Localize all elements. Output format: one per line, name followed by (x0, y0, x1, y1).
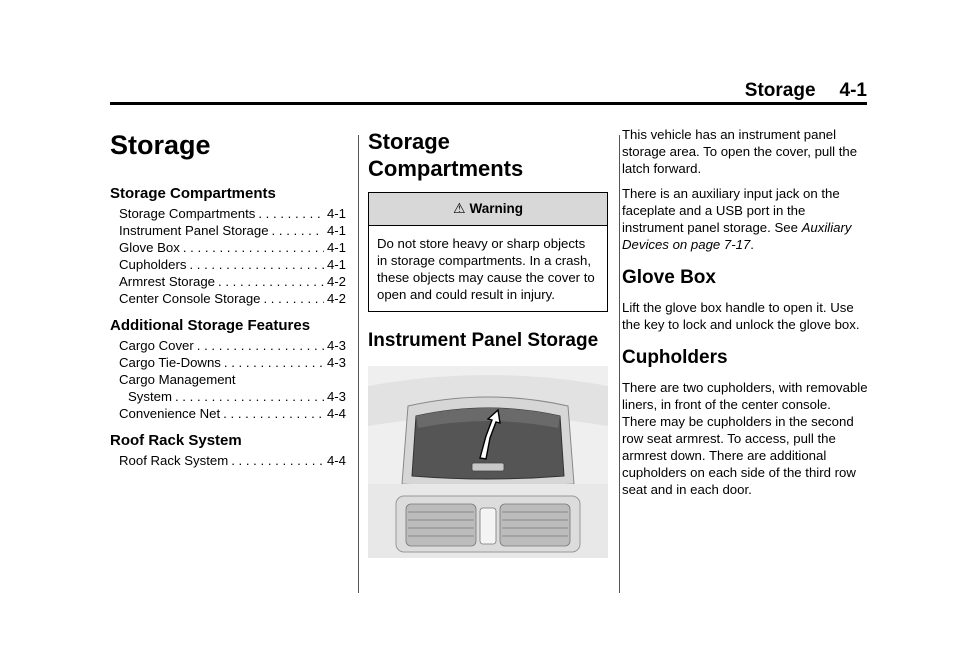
toc-entry[interactable]: Center Console Storage . . . 4-2 (119, 290, 346, 307)
toc-entry[interactable]: Cargo Cover . . . 4-3 (119, 337, 346, 354)
toc-section-roof-rack (110, 432, 346, 469)
page-header (745, 80, 867, 102)
warning-title: Warning (469, 201, 524, 216)
section-heading-storage-compartments: Storage Compartments (368, 129, 524, 181)
toc-section-additional-storage (110, 317, 346, 422)
header-section: Storage (744, 80, 816, 101)
toc-entry[interactable]: Cargo Tie-Downs . . . 4-3 (119, 354, 346, 371)
auxiliary-devices-link[interactable]: Auxiliary Devices on page 7-17 (622, 220, 852, 252)
header-rule (110, 102, 867, 105)
toc-entry[interactable]: Cupholders . . . 4-1 (119, 256, 346, 273)
chapter-title: Storage (110, 130, 211, 160)
toc-entry[interactable]: Instrument Panel Storage . . . 4-1 (119, 222, 346, 239)
toc-entry[interactable]: Armrest Storage . . . 4-2 (119, 273, 346, 290)
auxiliary-paragraph: There is an auxiliary input jack on the faceplate and a USB port in the instrument panel storage. See Auxiliary Devices on page 7-17. (622, 186, 852, 252)
section-heading-glove-box: Glove Box (622, 267, 716, 288)
toc-entry-line2[interactable]: System . . . 4-3 (128, 388, 346, 405)
column-divider-1 (358, 135, 359, 593)
toc-section-storage-compartments (110, 185, 346, 307)
section-heading-instrument-panel-storage: Instrument Panel Storage (368, 330, 599, 351)
warning-box (368, 192, 608, 312)
glove-box-paragraph: Lift the glove box handle to open it. Use the key to lock and unlock the glove box. (622, 300, 860, 332)
toc-entry[interactable]: Glove Box . . . 4-1 (119, 239, 346, 256)
toc-heading: Roof Rack System (110, 432, 242, 449)
column-divider-2 (619, 135, 620, 593)
toc-heading: Storage Compartments (110, 185, 276, 202)
section-heading-cupholders: Cupholders (622, 347, 728, 368)
cupholders-paragraph: There are two cupholders, with removable liners, in front of the center console. There may be cupholders in the second row seat armrest. To access, pull the armrest down. There are additional cupholders on each side of the third row seat and in each door. (622, 380, 868, 497)
right-column (622, 126, 868, 506)
toc-column (110, 120, 346, 479)
instrument-panel-storage-illustration (368, 366, 608, 558)
toc-entry[interactable]: Storage Compartments . . . 4-1 (119, 205, 346, 222)
warning-triangle-icon: ⚠ (452, 200, 466, 216)
instrument-panel-paragraph: This vehicle has an instrument panel storage area. To open the cover, pull the latch forward. (622, 127, 858, 176)
header-page-number: 4-1 (839, 80, 867, 101)
toc-entry[interactable]: Roof Rack System . . . 4-4 (119, 452, 346, 469)
warning-text: Do not store heavy or sharp objects in storage compartments. In a crash, these objects may cause the cover to open and could result in injury. (377, 236, 595, 302)
toc-entry[interactable]: Convenience Net . . . 4-4 (119, 405, 346, 422)
warning-header (369, 193, 607, 226)
toc-entry-line1[interactable]: Cargo Management (119, 372, 236, 387)
middle-column (368, 120, 608, 563)
toc-heading: Additional Storage Features (110, 317, 311, 334)
